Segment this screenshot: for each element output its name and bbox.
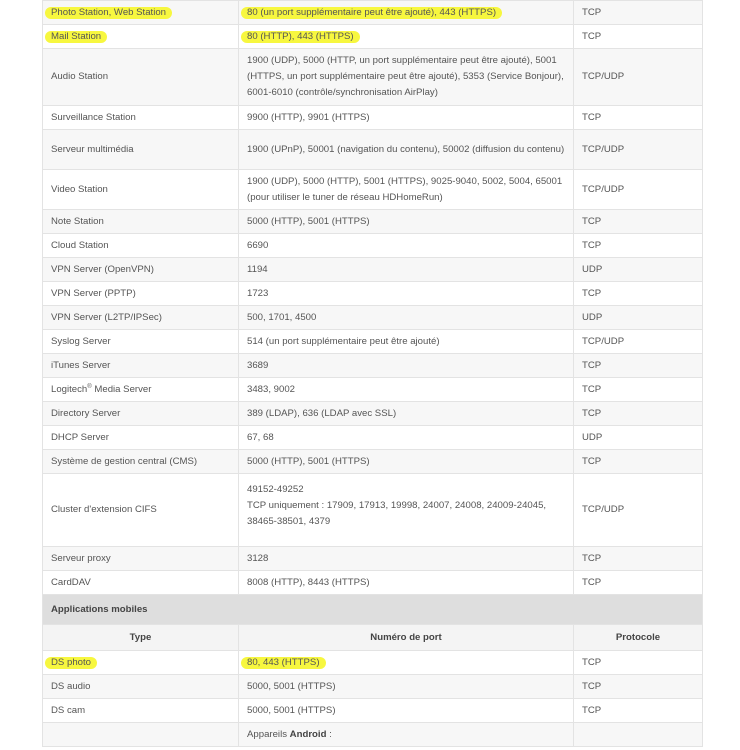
table-row [43, 723, 703, 747]
port-list: 5000 (HTTP), 5001 (HTTPS) [247, 215, 370, 227]
service-name: CardDAV [51, 576, 91, 588]
port-cell [239, 651, 574, 675]
protocol-cell: UDP [574, 306, 703, 330]
service-cell [43, 330, 239, 354]
port-list: 8008 (HTTP), 8443 (HTTPS) [247, 576, 370, 588]
highlighted-ports: 80, 443 (HTTPS) [247, 656, 320, 668]
highlighted-ports: 80 (HTTP), 443 (HTTPS) [247, 30, 354, 42]
protocol-cell [574, 723, 703, 747]
mobile-apps-body [43, 595, 703, 747]
service-cell [43, 354, 239, 378]
table-row [43, 170, 703, 210]
port-list: 1900 (UDP), 5000 (HTTP, un port supplémentaire peut être ajouté), 5001 (HTTPS, un port supplémentaire peut être ajouté), 5353 (Service Bonjour), 6001-6010 (contrôle/synchronisation AirPlay) [247, 55, 564, 98]
port-list: 1900 (UDP), 5000 (HTTP), 5001 (HTTPS), 9025-9040, 5002, 5004, 65001 (pour utiliser le tuner de réseau HDHomeRun) [247, 175, 563, 203]
port-cell: 5000, 5001 (HTTPS) [239, 699, 574, 723]
port-list: 5000 (HTTP), 5001 (HTTPS) [247, 455, 370, 467]
protocol-cell: TCP/UDP [574, 170, 703, 210]
service-name: Cluster d'extension CIFS [51, 504, 157, 515]
service-cell [43, 306, 239, 330]
column-header-type: Type [43, 625, 239, 651]
table-row [43, 675, 703, 699]
table-row [43, 49, 703, 106]
port-line: 49152-49252 [247, 484, 304, 495]
service-name: VPN Server (PPTP) [51, 287, 136, 299]
service-cell [43, 234, 239, 258]
protocol-cell: TCP [574, 675, 703, 699]
android-note-bold: Android [289, 728, 327, 740]
protocol-cell: TCP [574, 699, 703, 723]
section-title: Applications mobiles [43, 595, 703, 625]
port-list: 3689 [247, 359, 269, 371]
port-cell [239, 25, 574, 49]
protocol-cell: TCP [574, 354, 703, 378]
service-name: Syslog Server [51, 335, 111, 347]
table-row [43, 282, 703, 306]
port-list: 1900 (UPnP), 50001 (navigation du contenu), 50002 (diffusion du contenu) [247, 143, 565, 155]
port-cell [239, 210, 574, 234]
protocol-cell: TCP [574, 378, 703, 402]
service-cell [43, 210, 239, 234]
protocol-cell: TCP [574, 651, 703, 675]
port-list: 3483, 9002 [247, 383, 296, 395]
port-cell [239, 354, 574, 378]
protocol-cell: TCP/UDP [574, 474, 703, 547]
table-row [43, 474, 703, 547]
table-row [43, 354, 703, 378]
protocol-cell: TCP [574, 282, 703, 306]
service-cell [43, 426, 239, 450]
android-note-suffix: : [326, 728, 332, 740]
protocol-cell: TCP [574, 234, 703, 258]
port-list: 389 (LDAP), 636 (LDAP avec SSL) [247, 407, 397, 419]
protocol-cell: TCP [574, 25, 703, 49]
table-row [43, 130, 703, 170]
protocol-cell: TCP [574, 402, 703, 426]
port-cell [239, 234, 574, 258]
service-name: DHCP Server [51, 431, 109, 443]
ports-table [42, 0, 703, 747]
service-name: Serveur proxy [51, 552, 111, 564]
service-name: Serveur multimédia [51, 143, 134, 155]
protocol-cell: TCP/UDP [574, 49, 703, 106]
table-row [43, 378, 703, 402]
service-name: Système de gestion central (CMS) [51, 455, 198, 467]
port-line: TCP uniquement : 17909, 17913, 19998, 24007, 24008, 24009-24045, 38465-38501, 4379 [247, 500, 547, 527]
type-cell: DS cam [43, 699, 239, 723]
android-note-cell [239, 723, 574, 747]
service-cell [43, 49, 239, 106]
type-cell: DS audio [43, 675, 239, 699]
protocol-cell: TCP [574, 210, 703, 234]
highlighted-ports: 80 (un port supplémentaire peut être ajouté), 443 (HTTPS) [247, 6, 497, 18]
table-row [43, 330, 703, 354]
port-cell [239, 426, 574, 450]
service-name: Cloud Station [51, 239, 109, 251]
port-cell [239, 306, 574, 330]
protocol-cell: TCP [574, 571, 703, 595]
service-cell [43, 106, 239, 130]
service-cell [43, 170, 239, 210]
column-header-row [43, 625, 703, 651]
column-header-port: Numéro de port [239, 625, 574, 651]
table-row [43, 426, 703, 450]
port-cell [239, 258, 574, 282]
service-cell [43, 130, 239, 170]
service-name: Directory Server [51, 407, 121, 419]
table-row [43, 106, 703, 130]
table-row [43, 402, 703, 426]
port-list: 3128 [247, 552, 269, 564]
table-row [43, 210, 703, 234]
type-cell [43, 651, 239, 675]
service-name: iTunes Server [51, 359, 111, 371]
port-cell [239, 450, 574, 474]
table-row [43, 547, 703, 571]
highlighted-type: DS photo [51, 656, 92, 668]
service-cell [43, 258, 239, 282]
registered-mark: ® [87, 383, 92, 390]
service-cell [43, 1, 239, 25]
port-cell [239, 170, 574, 210]
service-cell [43, 571, 239, 595]
port-list: 500, 1701, 4500 [247, 311, 317, 323]
service-name: Logitech [51, 383, 88, 395]
port-list: 1194 [247, 263, 268, 275]
table-row [43, 651, 703, 675]
port-cell: 5000, 5001 (HTTPS) [239, 675, 574, 699]
service-name: Video Station [51, 183, 108, 195]
table-row [43, 306, 703, 330]
protocol-cell: TCP/UDP [574, 330, 703, 354]
table-row [43, 699, 703, 723]
protocol-cell: TCP [574, 547, 703, 571]
port-cell [239, 571, 574, 595]
service-cell [43, 547, 239, 571]
port-cell [239, 49, 574, 106]
port-cell [239, 330, 574, 354]
port-list: 1723 [247, 287, 269, 299]
port-cell [239, 106, 574, 130]
highlighted-service: Photo Station, Web Station [51, 6, 167, 18]
service-name: VPN Server (OpenVPN) [51, 263, 154, 275]
port-cell [239, 130, 574, 170]
protocol-cell: UDP [574, 258, 703, 282]
port-list: 67, 68 [247, 431, 274, 443]
port-cell [239, 1, 574, 25]
protocol-cell: TCP [574, 1, 703, 25]
service-cell [43, 402, 239, 426]
port-cell [239, 547, 574, 571]
table-row [43, 234, 703, 258]
port-cell [239, 378, 574, 402]
service-cell [43, 450, 239, 474]
protocol-cell: TCP [574, 106, 703, 130]
port-cell [239, 282, 574, 306]
port-cell [239, 402, 574, 426]
service-cell [43, 25, 239, 49]
port-cell [239, 474, 574, 547]
protocol-cell: TCP/UDP [574, 130, 703, 170]
port-list: 514 (un port supplémentaire peut être ajouté) [247, 335, 440, 347]
service-name: Note Station [51, 215, 104, 227]
type-cell [43, 723, 239, 747]
desktop-services-body [43, 1, 703, 595]
service-name: Audio Station [51, 71, 109, 82]
service-cell [43, 282, 239, 306]
section-header-mobile [43, 595, 703, 625]
port-list: 9900 (HTTP), 9901 (HTTPS) [247, 111, 370, 123]
table-row [43, 25, 703, 49]
service-name: Surveillance Station [51, 111, 136, 123]
table-row [43, 450, 703, 474]
protocol-cell: TCP [574, 450, 703, 474]
port-list: 6690 [247, 239, 269, 251]
protocol-cell: UDP [574, 426, 703, 450]
service-name: VPN Server (L2TP/IPSec) [51, 311, 162, 323]
service-cell [43, 474, 239, 547]
highlighted-service: Mail Station [51, 30, 102, 42]
service-name-tail: Media Server [91, 383, 152, 395]
android-note-prefix: Appareils [247, 728, 290, 740]
service-cell [43, 378, 239, 402]
table-row [43, 1, 703, 25]
table-row [43, 571, 703, 595]
column-header-protocol: Protocole [574, 625, 703, 651]
table-row [43, 258, 703, 282]
